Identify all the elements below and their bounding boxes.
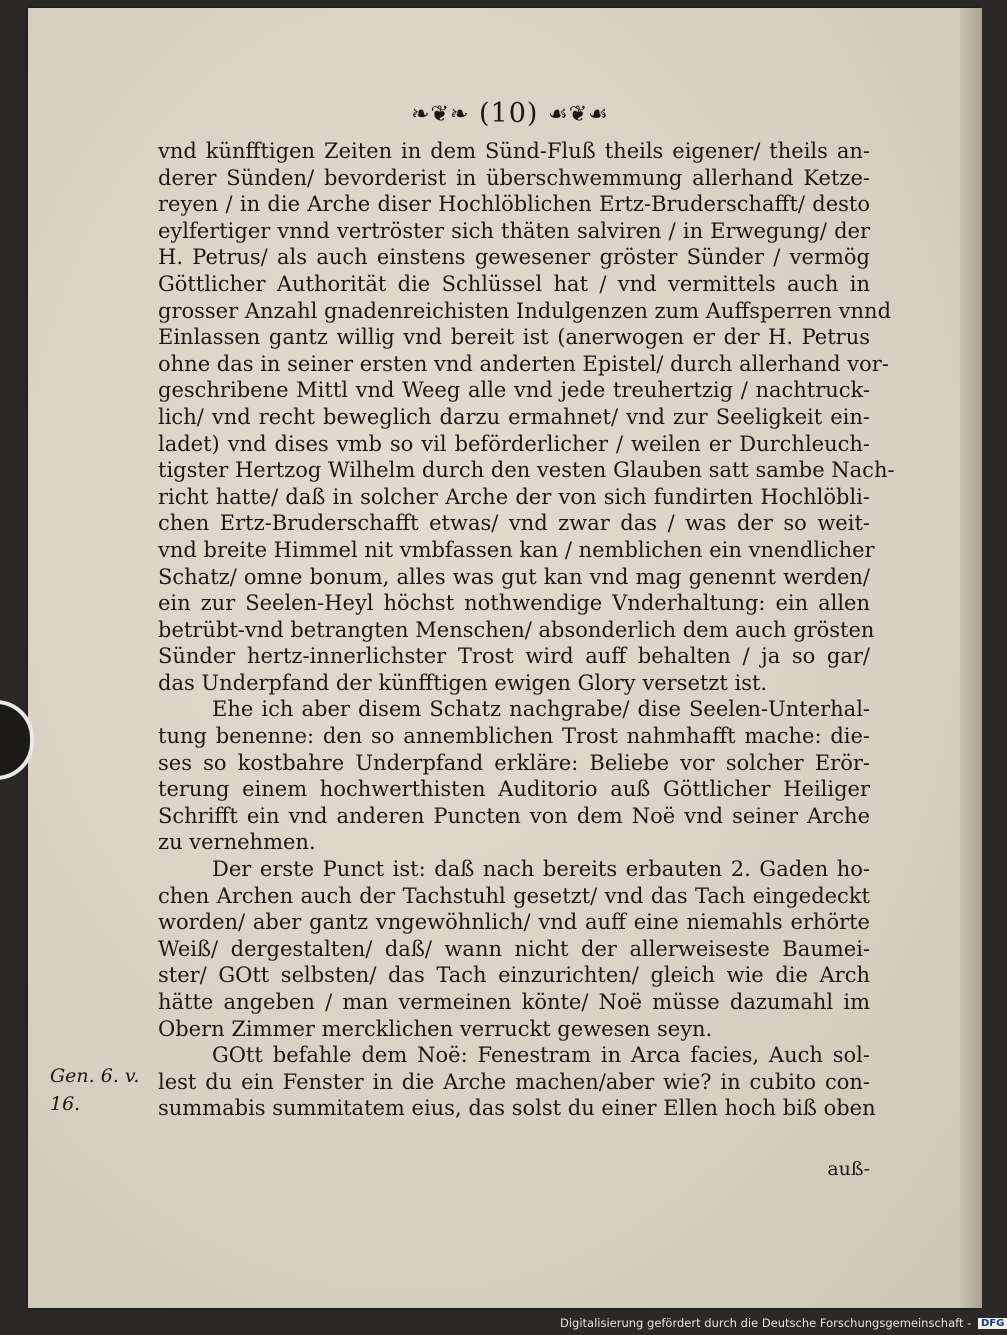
text-line: Einlassen gantz willig vnd bereit ist (anerwogen er der H. Petrus: [158, 325, 870, 350]
text-line: betrübt-vnd betrangten Menschen/ absonderlich dem auch grösten: [158, 617, 875, 642]
text-line: derer Sünden/ bevorderist in überschwemmung allerhand Ketze-: [158, 165, 870, 190]
text-line: vnd künfftigen Zeiten in dem Sünd-Fluß theils eigener/ theils an-: [158, 139, 870, 163]
margin-reference: [50, 1062, 155, 1118]
margin-reference-line: 16.: [50, 1093, 81, 1115]
text-line: Obern Zimmer mercklichen verruckt gewesen seyn.: [158, 1016, 713, 1041]
text-line: eylfertiger vnnd vertröster sich thäten salviren / in Erwegung/ der: [158, 218, 870, 243]
text-line: hätte angeben / man vermeinen könte/ Noë müsse dazumahl im: [158, 990, 870, 1014]
text-line: grosser Anzahl gnadenreichisten Indulgenzen zum Auffsperren vnnd: [158, 298, 892, 323]
text-line: reyen / in die Arche diser Hochlöblichen Ertz-Bruderschafft/ desto: [158, 192, 870, 217]
text-line: Der erste Punct ist: daß nach bereits erbauten 2. Gaden ho-: [212, 857, 870, 882]
text-line: worden/ aber gantz vngewöhnlich/ vnd auff eine niemahls erhörte: [158, 910, 870, 935]
text-line: ster/ GOtt selbsten/ das Tach einzurichten/ gleich wie die Arch: [158, 963, 870, 988]
catchword: auß-: [827, 1158, 870, 1180]
text-line: Göttlicher Authorität die Schlüssel hat / vnd vermittels auch in: [158, 271, 870, 296]
text-line: geschribene Mittl vnd Weeg alle vnd jede treuhertzig / nachtruck-: [158, 378, 870, 403]
text-line: ohne das in seiner ersten vnd anderten Epistel/ durch allerhand vor-: [158, 351, 889, 376]
page-number: (10): [478, 98, 539, 129]
text-line: H. Petrus/ als auch einstens gewesener gröster Sünder / vermög: [158, 245, 870, 270]
text-line: summabis summitatem eius, das solst du einer Ellen hoch biß oben: [158, 1096, 876, 1121]
text-line: chen Archen auch der Tachstuhl gesetzt/ vnd das Tach eingedeckt: [158, 883, 870, 908]
text-line: Sünder hertz-innerlichster Trost wird auff behalten / ja so gar/: [158, 644, 870, 669]
margin-reference-line: Gen. 6. v.: [50, 1065, 140, 1087]
page-edge: [960, 8, 982, 1308]
text-line: ses so kostbahre Underpfand erkläre: Beliebe vor solcher Erör-: [158, 750, 870, 775]
text-line: lest du ein Fenster in die Arche machen/aber wie? in cubito con-: [158, 1069, 870, 1094]
text-line: ladet) vnd dises vmb so vil beförderlicher / weilen er Durchleuch-: [158, 431, 870, 456]
text-line: das Underpfand der künfftigen ewigen Glory versetzt ist.: [158, 670, 768, 695]
text-line: Weiß/ dergestalten/ daß/ wann nicht der allerweiseste Baumei-: [158, 936, 870, 961]
text-line: Schatz/ omne bonum, alles was gut kan vnd mag genennt werden/: [158, 564, 870, 589]
text-line: Ehe ich aber disem Schatz nachgrabe/ dise Seelen-Unterhal-: [212, 697, 870, 722]
ornament-right-icon: ☙❦☙: [548, 102, 609, 127]
digitization-footer: [560, 1316, 1005, 1332]
paragraph-3: [158, 856, 870, 1042]
paragraph-1: [158, 138, 895, 696]
paragraph-2: [158, 696, 870, 856]
page-header: [400, 98, 620, 134]
ornament-left-icon: ❧❦❧: [411, 102, 470, 127]
dfg-logo: DFG: [978, 1318, 1007, 1329]
text-line: tigster Hertzog Wilhelm durch den vesten Glauben satt sambe Nach-: [158, 458, 895, 483]
text-line: zu vernehmen.: [158, 830, 316, 855]
text-line: richt hatte/ daß in solcher Arche der von sich fundirten Hochlöbli-: [158, 484, 870, 509]
text-line: Schrifft ein vnd anderen Puncten von dem Noë vnd seiner Arche: [158, 803, 870, 828]
text-line: terung einem hochwerthisten Auditorio auß Göttlicher Heiliger: [158, 777, 870, 802]
text-line: GOtt befahle dem Noë: Fenestram in Arca facies, Auch sol-: [212, 1043, 870, 1068]
text-line: ein zur Seelen-Heyl höchst nothwendige Vnderhaltung: ein allen: [158, 591, 870, 616]
text-line: vnd breite Himmel nit vmbfassen kan / nemblichen ein vnendlicher: [158, 537, 875, 562]
text-line: chen Ertz-Bruderschafft etwas/ vnd zwar das / was der so weit-: [158, 511, 870, 536]
text-line: tung benenne: den so annemblichen Trost nahmhafft mache: die-: [158, 724, 870, 749]
footer-text: Digitalisierung gefördert durch die Deutsche Forschungsgemeinschaft -: [560, 1316, 972, 1330]
body-text: [158, 138, 895, 1122]
text-line: lich/ vnd recht beweglich darzu ermahnet/ vnd zur Seeligkeit ein-: [158, 404, 870, 429]
paragraph-4: [158, 1042, 876, 1122]
